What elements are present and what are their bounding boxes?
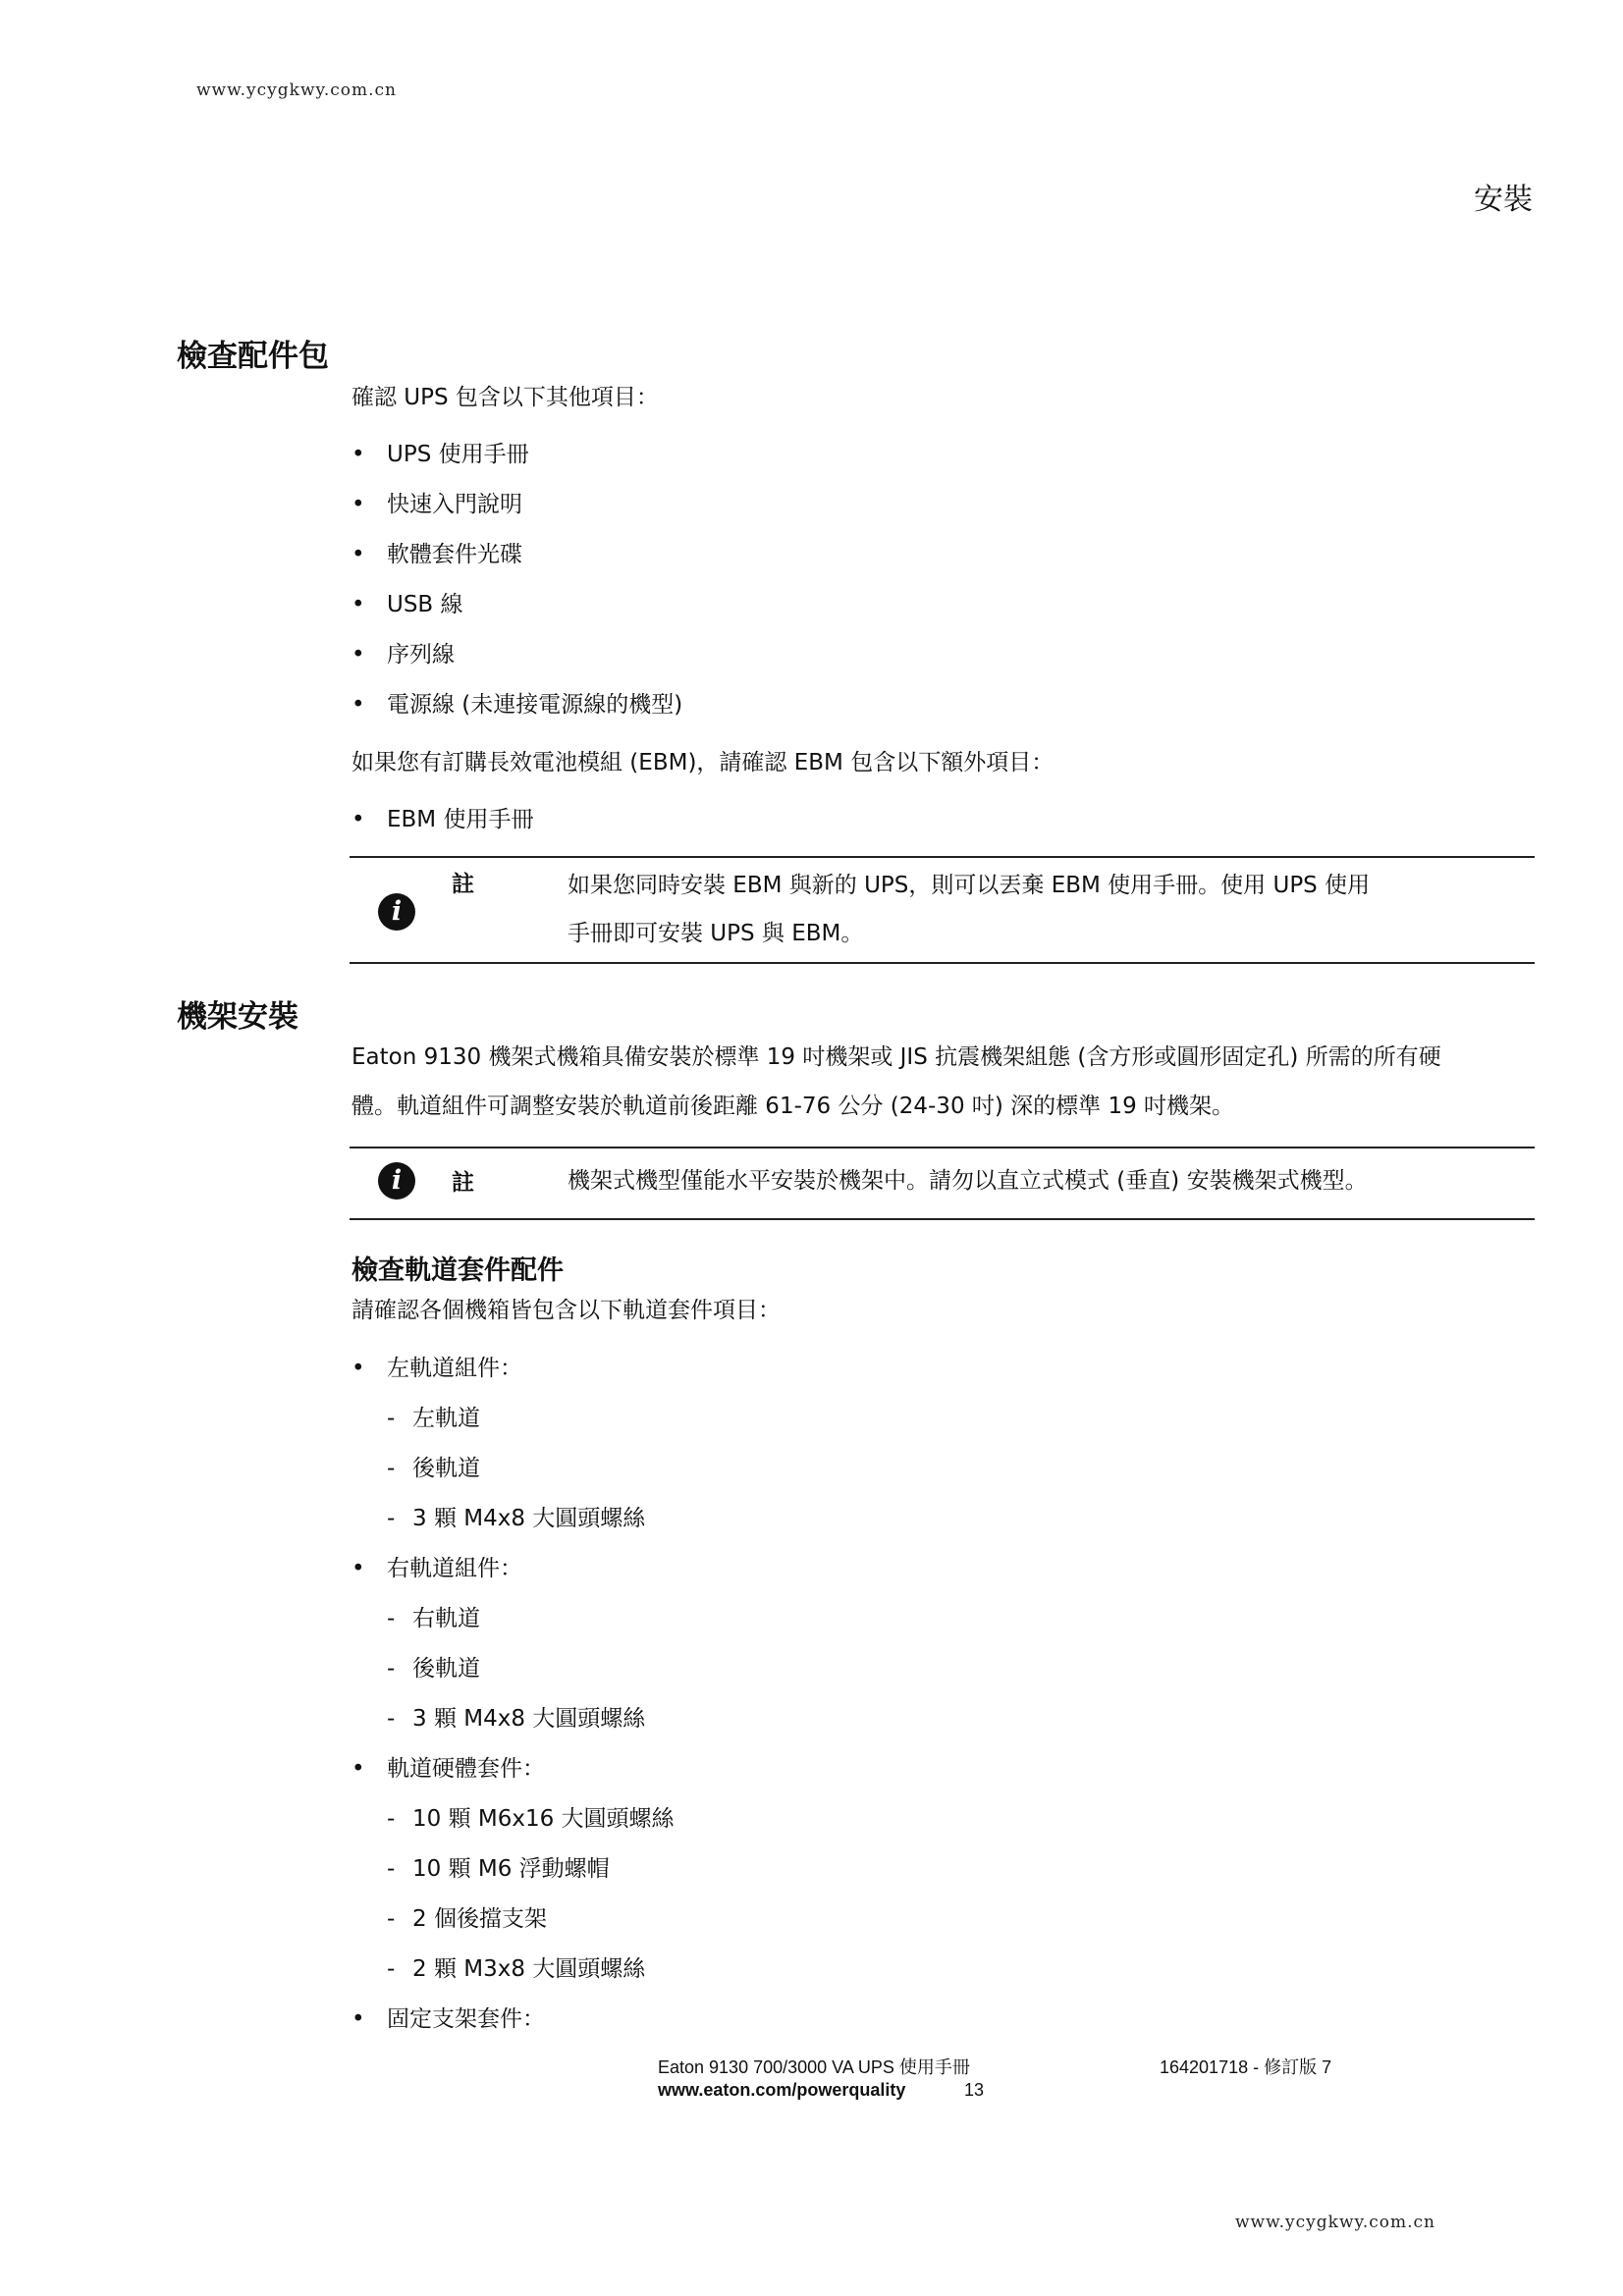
- note-rule-bottom: [350, 962, 1535, 964]
- section-heading-accessory-kit: 檢查配件包: [177, 339, 329, 374]
- note-rule-bottom: [350, 1218, 1535, 1220]
- list-item: - 2 顆 M3x8 大圓頭螺絲: [352, 1952, 675, 2002]
- info-icon: i: [378, 1162, 415, 1200]
- list-item: - 10 顆 M6x16 大圓頭螺絲: [352, 1802, 675, 1852]
- list-item: • EBM 使用手冊: [352, 803, 533, 853]
- note-text: 如果您同時安裝 EBM 與新的 UPS，則可以丟棄 EBM 使用手冊。使用 UPS 使用 手冊即可安裝 UPS 與 EBM。: [568, 873, 1371, 946]
- watermark-bottom: www.ycygkwy.com.cn: [1235, 2213, 1436, 2232]
- rail-kit-list: [352, 1352, 675, 2053]
- note-rule-top: [350, 856, 1535, 858]
- list-item: - 3 顆 M4x8 大圓頭螺絲: [352, 1702, 675, 1752]
- note-label: 註: [452, 1170, 474, 1196]
- list-item: - 右軌道: [352, 1602, 675, 1652]
- note-text: 機架式機型僅能水平安裝於機架中。請勿以直立式模式 (垂直) 安裝機架式機型。: [568, 1168, 1368, 1194]
- rack-install-paragraph: Eaton 9130 機架式機箱具備安裝於標準 19 吋機架或 JIS 抗震機架組態 (含方形或圓形固定孔) 所需的所有硬 體。軌道組件可調整安裝於軌道前後距離 61-76 公分 (24-30 吋) 深的標準 19 吋機架。: [352, 1044, 1441, 1119]
- ebm-list: [352, 803, 533, 853]
- list-item: - 左軌道: [352, 1402, 675, 1452]
- list-item: • 固定支架套件：: [352, 2002, 675, 2053]
- watermark-top: www.ycygkwy.com.cn: [196, 80, 398, 100]
- list-item: - 後軌道: [352, 1652, 675, 1702]
- chapter-title: 安裝: [1474, 183, 1533, 217]
- page-number: 13: [964, 2080, 985, 2100]
- list-item: • 電源線 (未連接電源線的機型): [352, 688, 682, 738]
- note-rule-top: [350, 1147, 1535, 1148]
- subsection-heading-rail-kit: 檢查軌道套件配件: [352, 1255, 564, 1286]
- list-item: - 2 個後擋支架: [352, 1902, 675, 1952]
- section-heading-rack-install: 機架安裝: [177, 999, 298, 1035]
- rail-kit-intro: 請確認各個機箱皆包含以下軌道套件項目：: [352, 1298, 781, 1323]
- accessory-intro: 確認 UPS 包含以下其他項目：: [352, 385, 659, 410]
- footer-product: Eaton 9130 700/3000 VA UPS 使用手冊: [658, 2057, 970, 2077]
- note-label: 註: [452, 872, 474, 897]
- list-item: • UPS 使用手冊: [352, 438, 682, 488]
- list-item: • 序列線: [352, 638, 682, 688]
- ebm-intro: 如果您有訂購長效電池模組 (EBM)，請確認 EBM 包含以下額外項目：: [352, 750, 1055, 775]
- list-item: • 軟體套件光碟: [352, 538, 682, 588]
- footer-url[interactable]: www.eaton.com/powerquality: [658, 2080, 906, 2100]
- info-icon: i: [378, 893, 415, 931]
- list-item: - 10 顆 M6 浮動螺帽: [352, 1852, 675, 1902]
- list-item: - 後軌道: [352, 1452, 675, 1502]
- list-item: • 軌道硬體套件：: [352, 1752, 675, 1802]
- list-item: • 快速入門說明: [352, 488, 682, 538]
- list-item: - 3 顆 M4x8 大圓頭螺絲: [352, 1502, 675, 1552]
- footer-doc-number: 164201718 - 修訂版 7: [1160, 2057, 1332, 2077]
- list-item: • 右軌道組件：: [352, 1552, 675, 1602]
- accessory-list: [352, 438, 682, 738]
- list-item: • USB 線: [352, 588, 682, 638]
- list-item: • 左軌道組件：: [352, 1352, 675, 1402]
